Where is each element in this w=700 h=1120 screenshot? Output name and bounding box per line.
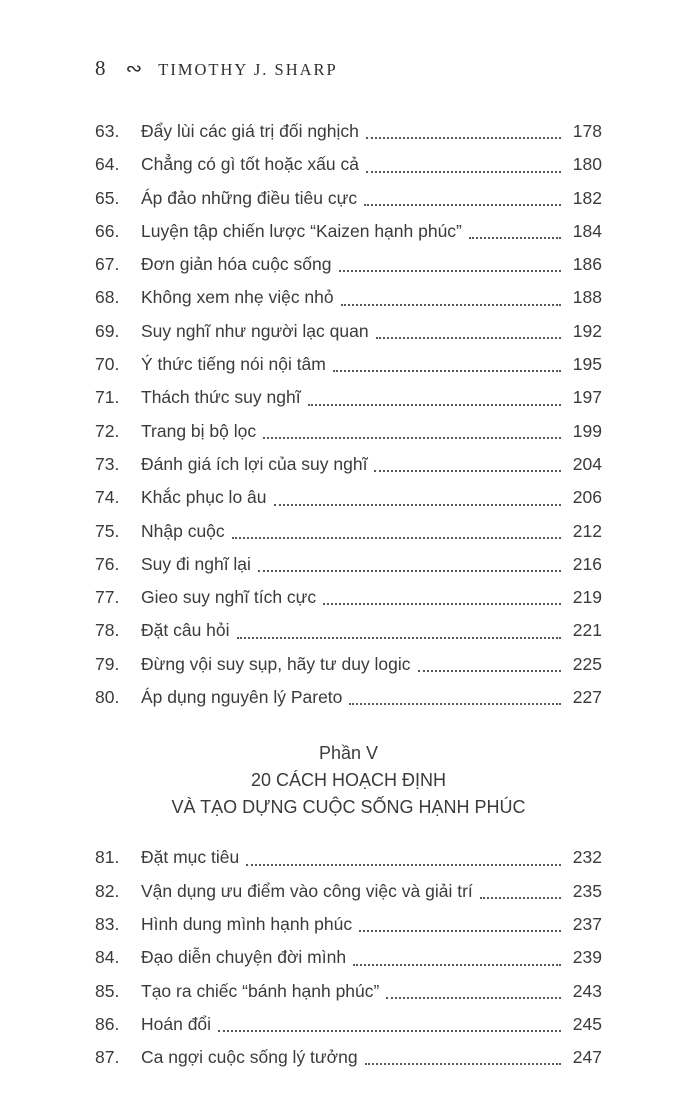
- dot-leader: [366, 171, 561, 173]
- toc-entry-title: Đặt mục tiêu: [141, 847, 240, 868]
- toc-entry-number: 71.: [95, 387, 120, 408]
- toc-entry-page: 180: [572, 154, 602, 175]
- toc-entry-title: Không xem nhẹ việc nhỏ: [141, 287, 334, 308]
- toc-row: [95, 841, 602, 874]
- toc-entry-number: 68.: [95, 287, 120, 308]
- toc-entry-title: Suy đi nghĩ lại: [141, 553, 251, 574]
- toc-entry-number: 70.: [95, 354, 120, 375]
- toc-entry-number: 69.: [95, 320, 120, 341]
- toc-entry-page: 216: [572, 553, 602, 574]
- toc-entry-number: 87.: [95, 1047, 120, 1068]
- toc-entry-number: 84.: [95, 947, 120, 968]
- toc-entry-number: 79.: [95, 653, 120, 674]
- dot-leader: [364, 204, 561, 206]
- toc-entry-title: Ý thức tiếng nói nội tâm: [141, 354, 326, 375]
- toc-entry-title: Khắc phục lo âu: [141, 487, 267, 508]
- toc-row: [95, 681, 602, 714]
- section-part-label: Phần V: [318, 743, 379, 764]
- dot-leader: [359, 930, 561, 932]
- toc-entry-page: 188: [572, 287, 602, 308]
- toc-row: [95, 115, 602, 148]
- dot-leader: [274, 504, 561, 506]
- toc-entry-title: Đánh giá ích lợi của suy nghĩ: [141, 453, 368, 474]
- dot-leader: [480, 897, 561, 899]
- toc-entry-page: 212: [572, 520, 602, 541]
- dot-leader: [374, 470, 561, 472]
- toc-entry-page: 237: [572, 913, 602, 934]
- section-heading: [95, 740, 602, 821]
- toc-row: [95, 908, 602, 941]
- toc-entry-number: 77.: [95, 587, 120, 608]
- toc-entry-page: 227: [572, 687, 602, 708]
- toc-row: [95, 648, 602, 681]
- toc-entry-page: 221: [572, 620, 602, 641]
- toc-list-part5: [95, 841, 602, 1074]
- toc-entry-number: 67.: [95, 254, 120, 275]
- toc-row: [95, 1041, 602, 1074]
- toc-entry-number: 72.: [95, 420, 120, 441]
- toc-entry-number: 82.: [95, 880, 120, 901]
- toc-entry-title: Chẳng có gì tốt hoặc xấu cả: [141, 154, 359, 175]
- dot-leader: [323, 603, 561, 605]
- dot-leader: [339, 270, 562, 272]
- toc-row: [95, 248, 602, 281]
- toc-entry-number: 65.: [95, 187, 120, 208]
- toc-entry-title: Ca ngợi cuộc sống lý tưởng: [141, 1047, 358, 1068]
- toc-entry-title: Thách thức suy nghĩ: [141, 387, 301, 408]
- toc-row: [95, 448, 602, 481]
- toc-entry-page: 184: [572, 220, 602, 241]
- toc-entry-title: Đặt câu hỏi: [141, 620, 230, 641]
- toc-row: [95, 875, 602, 908]
- toc-entry-number: 74.: [95, 487, 120, 508]
- toc-entry-page: 199: [572, 420, 602, 441]
- toc-entry-page: 186: [572, 254, 602, 275]
- dot-leader: [308, 404, 561, 406]
- dot-leader: [232, 537, 561, 539]
- author-running-head: TIMOTHY J. SHARP: [158, 60, 338, 79]
- toc-entry-number: 73.: [95, 453, 120, 474]
- toc-entry-title: Nhập cuộc: [141, 520, 225, 541]
- toc-row: [95, 941, 602, 974]
- toc-row: [95, 381, 602, 414]
- toc-row: [95, 148, 602, 181]
- dot-leader: [237, 637, 561, 639]
- toc-list-part4: [95, 115, 602, 714]
- toc-entry-page: 192: [572, 320, 602, 341]
- toc-entry-page: 219: [572, 587, 602, 608]
- toc-entry-page: 206: [572, 487, 602, 508]
- toc-entry-title: Hình dung mình hạnh phúc: [141, 913, 353, 934]
- dot-leader: [469, 237, 561, 239]
- toc-entry-number: 85.: [95, 980, 120, 1001]
- toc-entry-page: 225: [572, 653, 602, 674]
- toc-entry-number: 64.: [95, 154, 120, 175]
- dot-leader: [386, 997, 561, 999]
- running-head: [95, 56, 602, 81]
- dot-leader: [246, 864, 561, 866]
- toc-entry-page: 243: [572, 980, 602, 1001]
- dot-leader: [341, 304, 561, 306]
- toc-entry-title: Luyện tập chiến lược “Kaizen hạnh phúc”: [141, 220, 462, 241]
- swash-ornament-icon: ∾: [125, 58, 143, 80]
- toc-entry-number: 86.: [95, 1013, 120, 1034]
- toc-entry-title: Đạo diễn chuyện đời mình: [141, 947, 347, 968]
- dot-leader: [263, 437, 561, 439]
- dot-leader: [365, 1063, 561, 1065]
- toc-row: [95, 581, 602, 614]
- toc-entry-number: 63.: [95, 121, 120, 141]
- toc-entry-title: Đừng vội suy sụp, hãy tư duy logic: [141, 653, 411, 674]
- toc-entry-page: 204: [572, 453, 602, 474]
- toc-entry-number: 78.: [95, 620, 120, 641]
- toc-entry-page: 245: [572, 1013, 602, 1034]
- toc-row: [95, 975, 602, 1008]
- toc-row: [95, 614, 602, 647]
- toc-row: [95, 1008, 602, 1041]
- toc-entry-page: 247: [572, 1047, 602, 1068]
- toc-entry-title: Hoán đổi: [141, 1013, 212, 1034]
- toc-entry-page: 235: [572, 880, 602, 901]
- toc-entry-number: 80.: [95, 687, 120, 708]
- dot-leader: [218, 1030, 561, 1032]
- toc-entry-number: 66.: [95, 220, 120, 241]
- toc-entry-title: Vận dụng ưu điểm vào công việc và giải trí: [141, 880, 473, 901]
- toc-entry-number: 76.: [95, 553, 120, 574]
- toc-entry-title: Gieo suy nghĩ tích cực: [141, 587, 317, 608]
- toc-entry-number: 83.: [95, 913, 120, 934]
- toc-entry-title: Đơn giản hóa cuộc sống: [141, 254, 332, 275]
- toc-row: [95, 315, 602, 348]
- toc-entry-title: Trang bị bộ lọc: [141, 420, 257, 441]
- toc-row: [95, 548, 602, 581]
- section-title-line2: VÀ TẠO DỰNG CUỘC SỐNG HẠNH PHÚC: [171, 797, 526, 818]
- toc-entry-page: 239: [572, 947, 602, 968]
- toc-row: [95, 481, 602, 514]
- dot-leader: [353, 964, 561, 966]
- toc-entry-number: 81.: [95, 847, 120, 868]
- toc-entry-page: 195: [572, 354, 602, 375]
- toc-entry-title: Tạo ra chiếc “bánh hạnh phúc”: [141, 980, 380, 1001]
- dot-leader: [258, 570, 561, 572]
- dot-leader: [376, 337, 561, 339]
- toc-row: [95, 182, 602, 215]
- toc-entry-number: 75.: [95, 520, 120, 541]
- toc-row: [95, 348, 602, 381]
- dot-leader: [418, 670, 561, 672]
- page-number: 8: [95, 56, 106, 80]
- toc-row: [95, 215, 602, 248]
- toc-entry-page: 178: [572, 121, 602, 141]
- dot-leader: [349, 703, 561, 705]
- toc-entry-page: 197: [572, 387, 602, 408]
- toc-row: [95, 515, 602, 548]
- toc-entry-title: Áp đảo những điều tiêu cực: [141, 187, 358, 208]
- toc-entry-page: 232: [572, 847, 602, 868]
- toc-entry-title: Đẩy lùi các giá trị đối nghịch: [141, 121, 359, 141]
- section-title-line1: 20 CÁCH HOẠCH ĐỊNH: [250, 770, 447, 791]
- toc-entry-title: Suy nghĩ như người lạc quan: [141, 320, 369, 341]
- toc-row: [95, 281, 602, 314]
- toc-entry-page: 182: [572, 187, 602, 208]
- toc-row: [95, 415, 602, 448]
- dot-leader: [333, 370, 561, 372]
- dot-leader: [366, 137, 561, 139]
- toc-entry-title: Áp dụng nguyên lý Pareto: [141, 687, 343, 708]
